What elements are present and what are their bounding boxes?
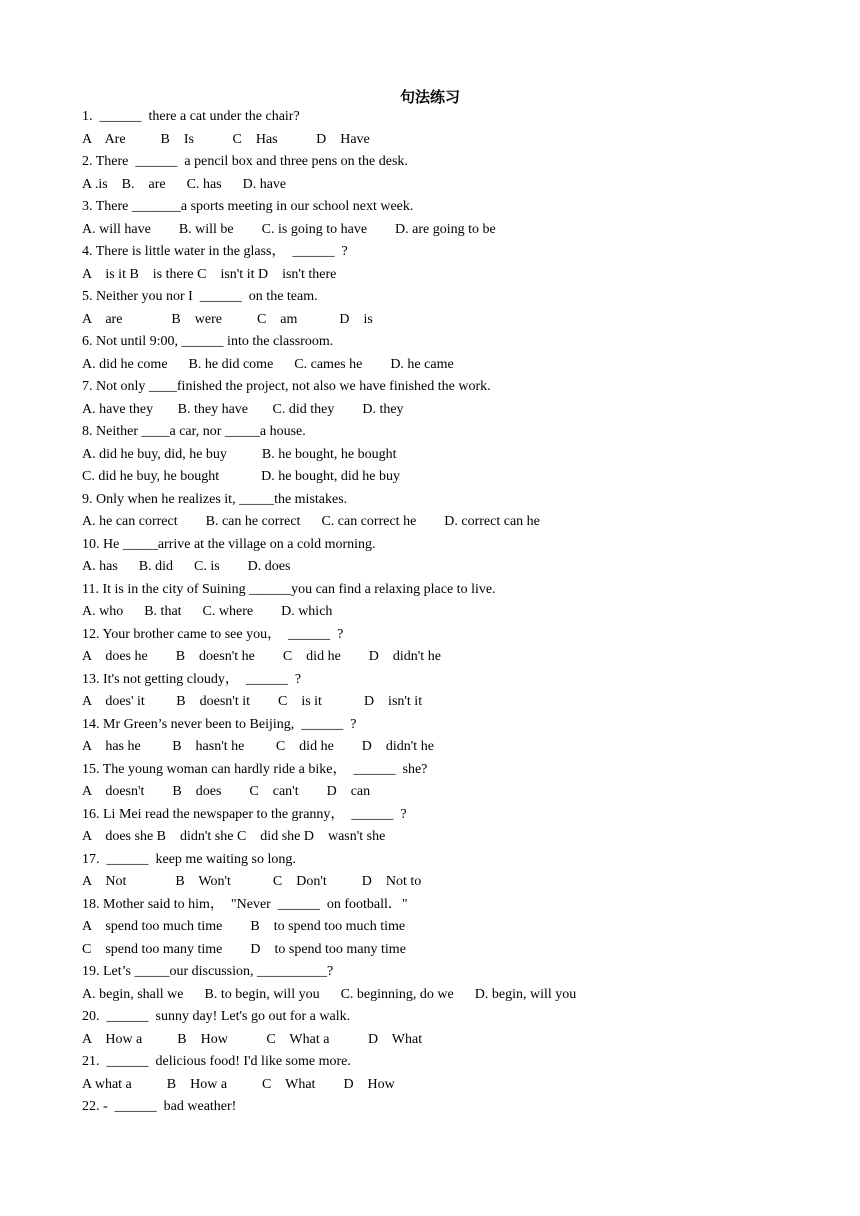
options-line: A Are B Is C Has D Have [82, 131, 370, 147]
question-line: 16. Li Mei read the newspaper to the granny， ______ ? [82, 806, 407, 822]
question-line: 1. ______ there a cat under the chair? [82, 109, 300, 124]
options-line: A does he B doesn't he C did he D didn't he [82, 649, 441, 664]
options-line: A Not B Won't C Don't D Not to [82, 874, 422, 889]
question-line: 13. It's not getting cloudy， ______ ? [82, 671, 302, 687]
options-line: A .is B. are C. has D. have [82, 176, 287, 192]
question-line: 15. The young woman can hardly ride a bike， ______ she? [82, 761, 428, 777]
question-line: 10. He _____arrive at the village on a cold morning. [82, 536, 376, 552]
question-line: 9. Only when he realizes it, _____the mistakes. [82, 491, 348, 507]
options-line: A. he can correct B. can he correct C. can correct he D. correct can he [82, 514, 540, 529]
options-line: A does she B didn't she C did she D wasn't she [82, 829, 386, 844]
question-line: 8. Neither ____a car, nor _____a house. [82, 424, 306, 439]
question-line: 21. ______ delicious food! I'd like some more. [82, 1054, 351, 1069]
options-line: A How a B How C What a D What [82, 1031, 423, 1047]
options-line: A. did he come B. he did come C. cames he D. he came [82, 356, 454, 372]
question-line: 17. ______ keep me waiting so long. [82, 851, 296, 867]
options-line: A. who B. that C. where D. which [82, 604, 333, 619]
question-line: 2. There ______ a pencil box and three pens on the desk. [82, 154, 408, 169]
options-line: A doesn't B does C can't D can [82, 784, 371, 799]
question-line: 14. Mr Green’s never been to Beijing, ______ ? [82, 716, 357, 732]
options-line: A. begin, shall we B. to begin, will you C. beginning, do we D. begin, will you [82, 986, 577, 1002]
options-line: A is it B is there C isn't it D isn't there [82, 266, 337, 282]
options-line: A what a B How a C What D How [82, 1076, 395, 1092]
options-line: C spend too many time D to spend too many time [82, 941, 406, 957]
page-title: 句法练习 [399, 88, 460, 106]
question-line: 12. Your brother came to see you， ______ ? [82, 626, 344, 642]
question-line: 18. Mother said to him， "Never ______ on football．" [82, 896, 408, 912]
question-list [82, 106, 782, 1119]
question-line: 4. There is little water in the glass， ______ ? [82, 244, 348, 259]
question-line: 6. Not until 9:00, ______ into the classroom. [82, 334, 334, 349]
options-line: A are B were C am D is [82, 311, 373, 327]
options-line: A. did he buy, did, he buy B. he bought, he bought [82, 446, 397, 462]
question-line: 3. There _______a sports meeting in our school next week. [82, 199, 414, 214]
question-line: 5. Neither you nor I ______ on the team. [82, 289, 318, 304]
options-line: A. will have B. will be C. is going to have D. are going to be [82, 221, 496, 237]
question-line: 22. - ______ bad weather! [82, 1099, 237, 1114]
options-line: A has he B hasn't he C did he D didn't he [82, 739, 434, 754]
options-line: A spend too much time B to spend too much time [82, 919, 406, 934]
options-line: A. have they B. they have C. did they D. they [82, 401, 404, 417]
question-line: 7. Not only ____finished the project, not also we have finished the work. [82, 379, 491, 394]
options-line: A does' it B doesn't it C is it D isn't it [82, 694, 423, 709]
question-line: 20. ______ sunny day! Let's go out for a walk. [82, 1009, 351, 1024]
options-line: C. did he buy, he bought D. he bought, did he buy [82, 469, 400, 484]
question-line: 19. Let’s _____our discussion, __________? [82, 964, 334, 979]
question-line: 11. It is in the city of Suining ______you can find a relaxing place to live. [82, 581, 496, 597]
options-line: A. has B. did C. is D. does [82, 559, 291, 574]
